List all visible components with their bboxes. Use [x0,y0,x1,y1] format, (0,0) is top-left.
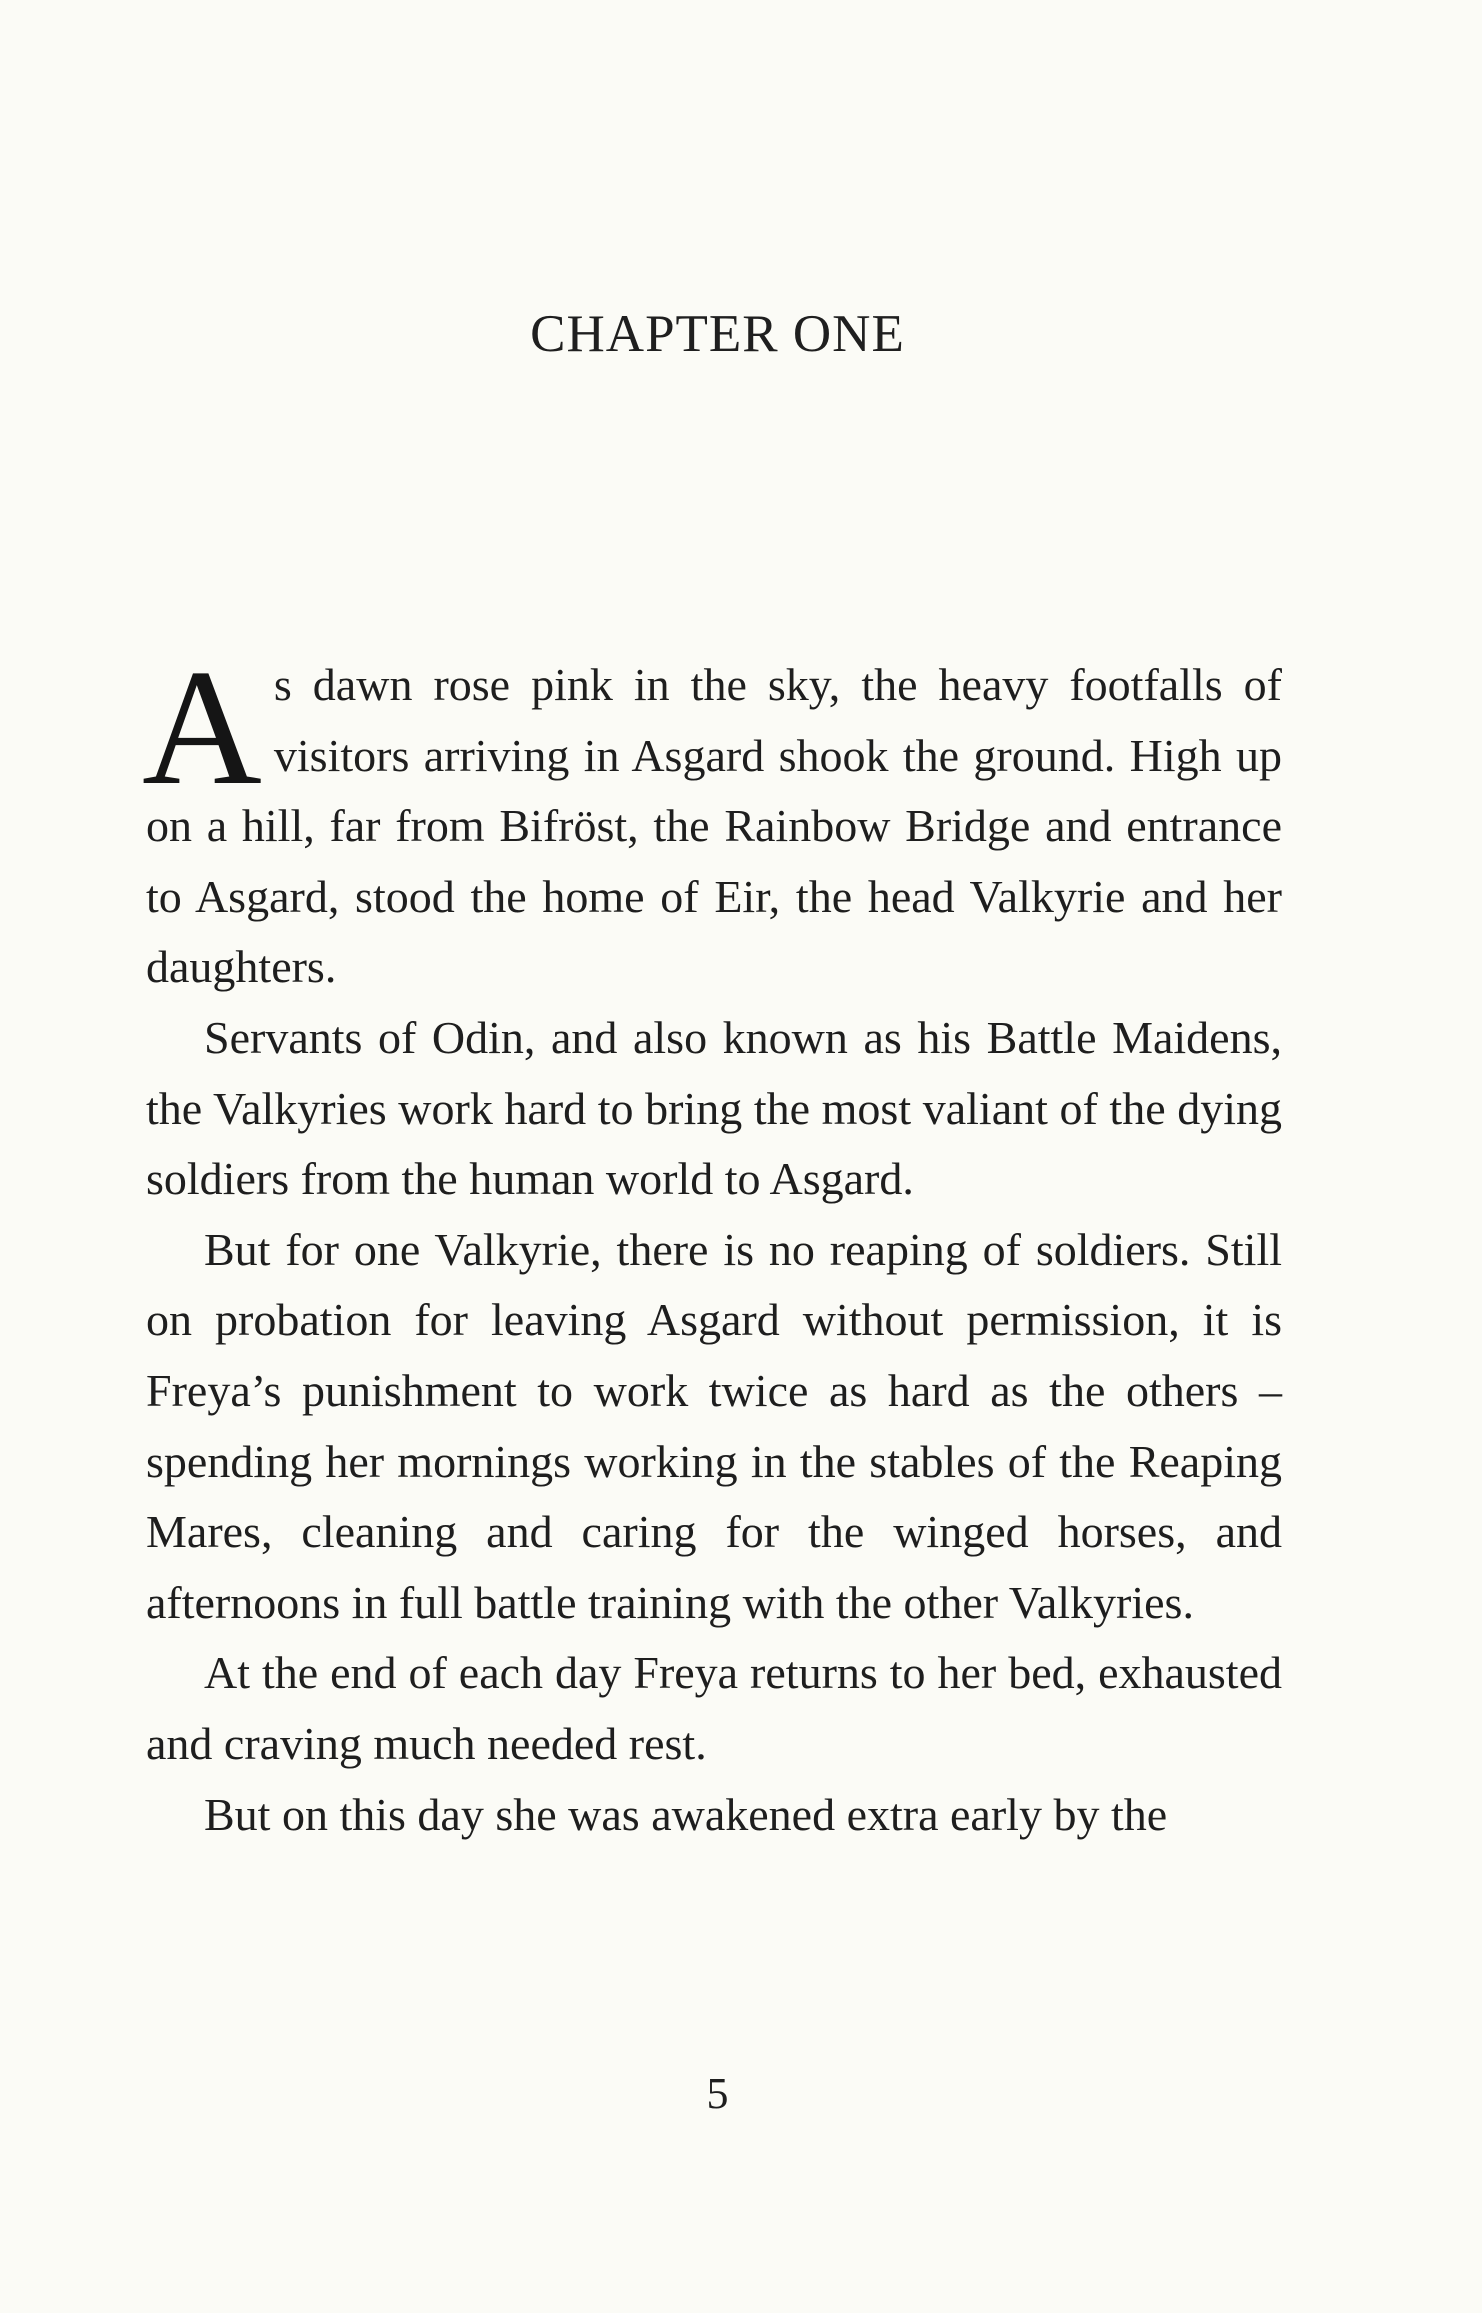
page-number: 5 [706,2069,729,2118]
paragraph: Servants of Odin, and also known as his Battle Maidens, the Valkyries work hard to bring the most valiant of the dying soldiers from the human world to Asgard. [146,1011,1282,1205]
chapter-title: CHAPTER ONE [530,305,905,363]
body-text [142,635,1282,1850]
paragraph: At the end of each day Freya returns to her bed, exhausted and craving much needed rest. [146,1647,1282,1769]
opening-paragraph [142,635,1282,1003]
paragraph: But on this day she was awakened extra early by the [204,1788,1168,1840]
opening-paragraph-text: s dawn rose pink in the sky, the heavy footfalls of visitors arriving in Asgard shook the ground. High up on a hill, far from Bifröst, the Rainbow Bridge and entrance to Asgard, stood the home of Eir, the head Valkyrie and her daughters. [146,659,1282,993]
paragraph: But for one Valkyrie, there is no reaping of soldiers. Still on probation for leaving Asgard without permission, it is Freya’s punishment to work twice as hard as the others – spending her mornings working in the stables of the Reaping Mares, cleaning and caring for the winged horses, and afternoons in full battle training with the other Valkyries. [146,1223,1282,1628]
drop-cap: A [142,635,262,819]
